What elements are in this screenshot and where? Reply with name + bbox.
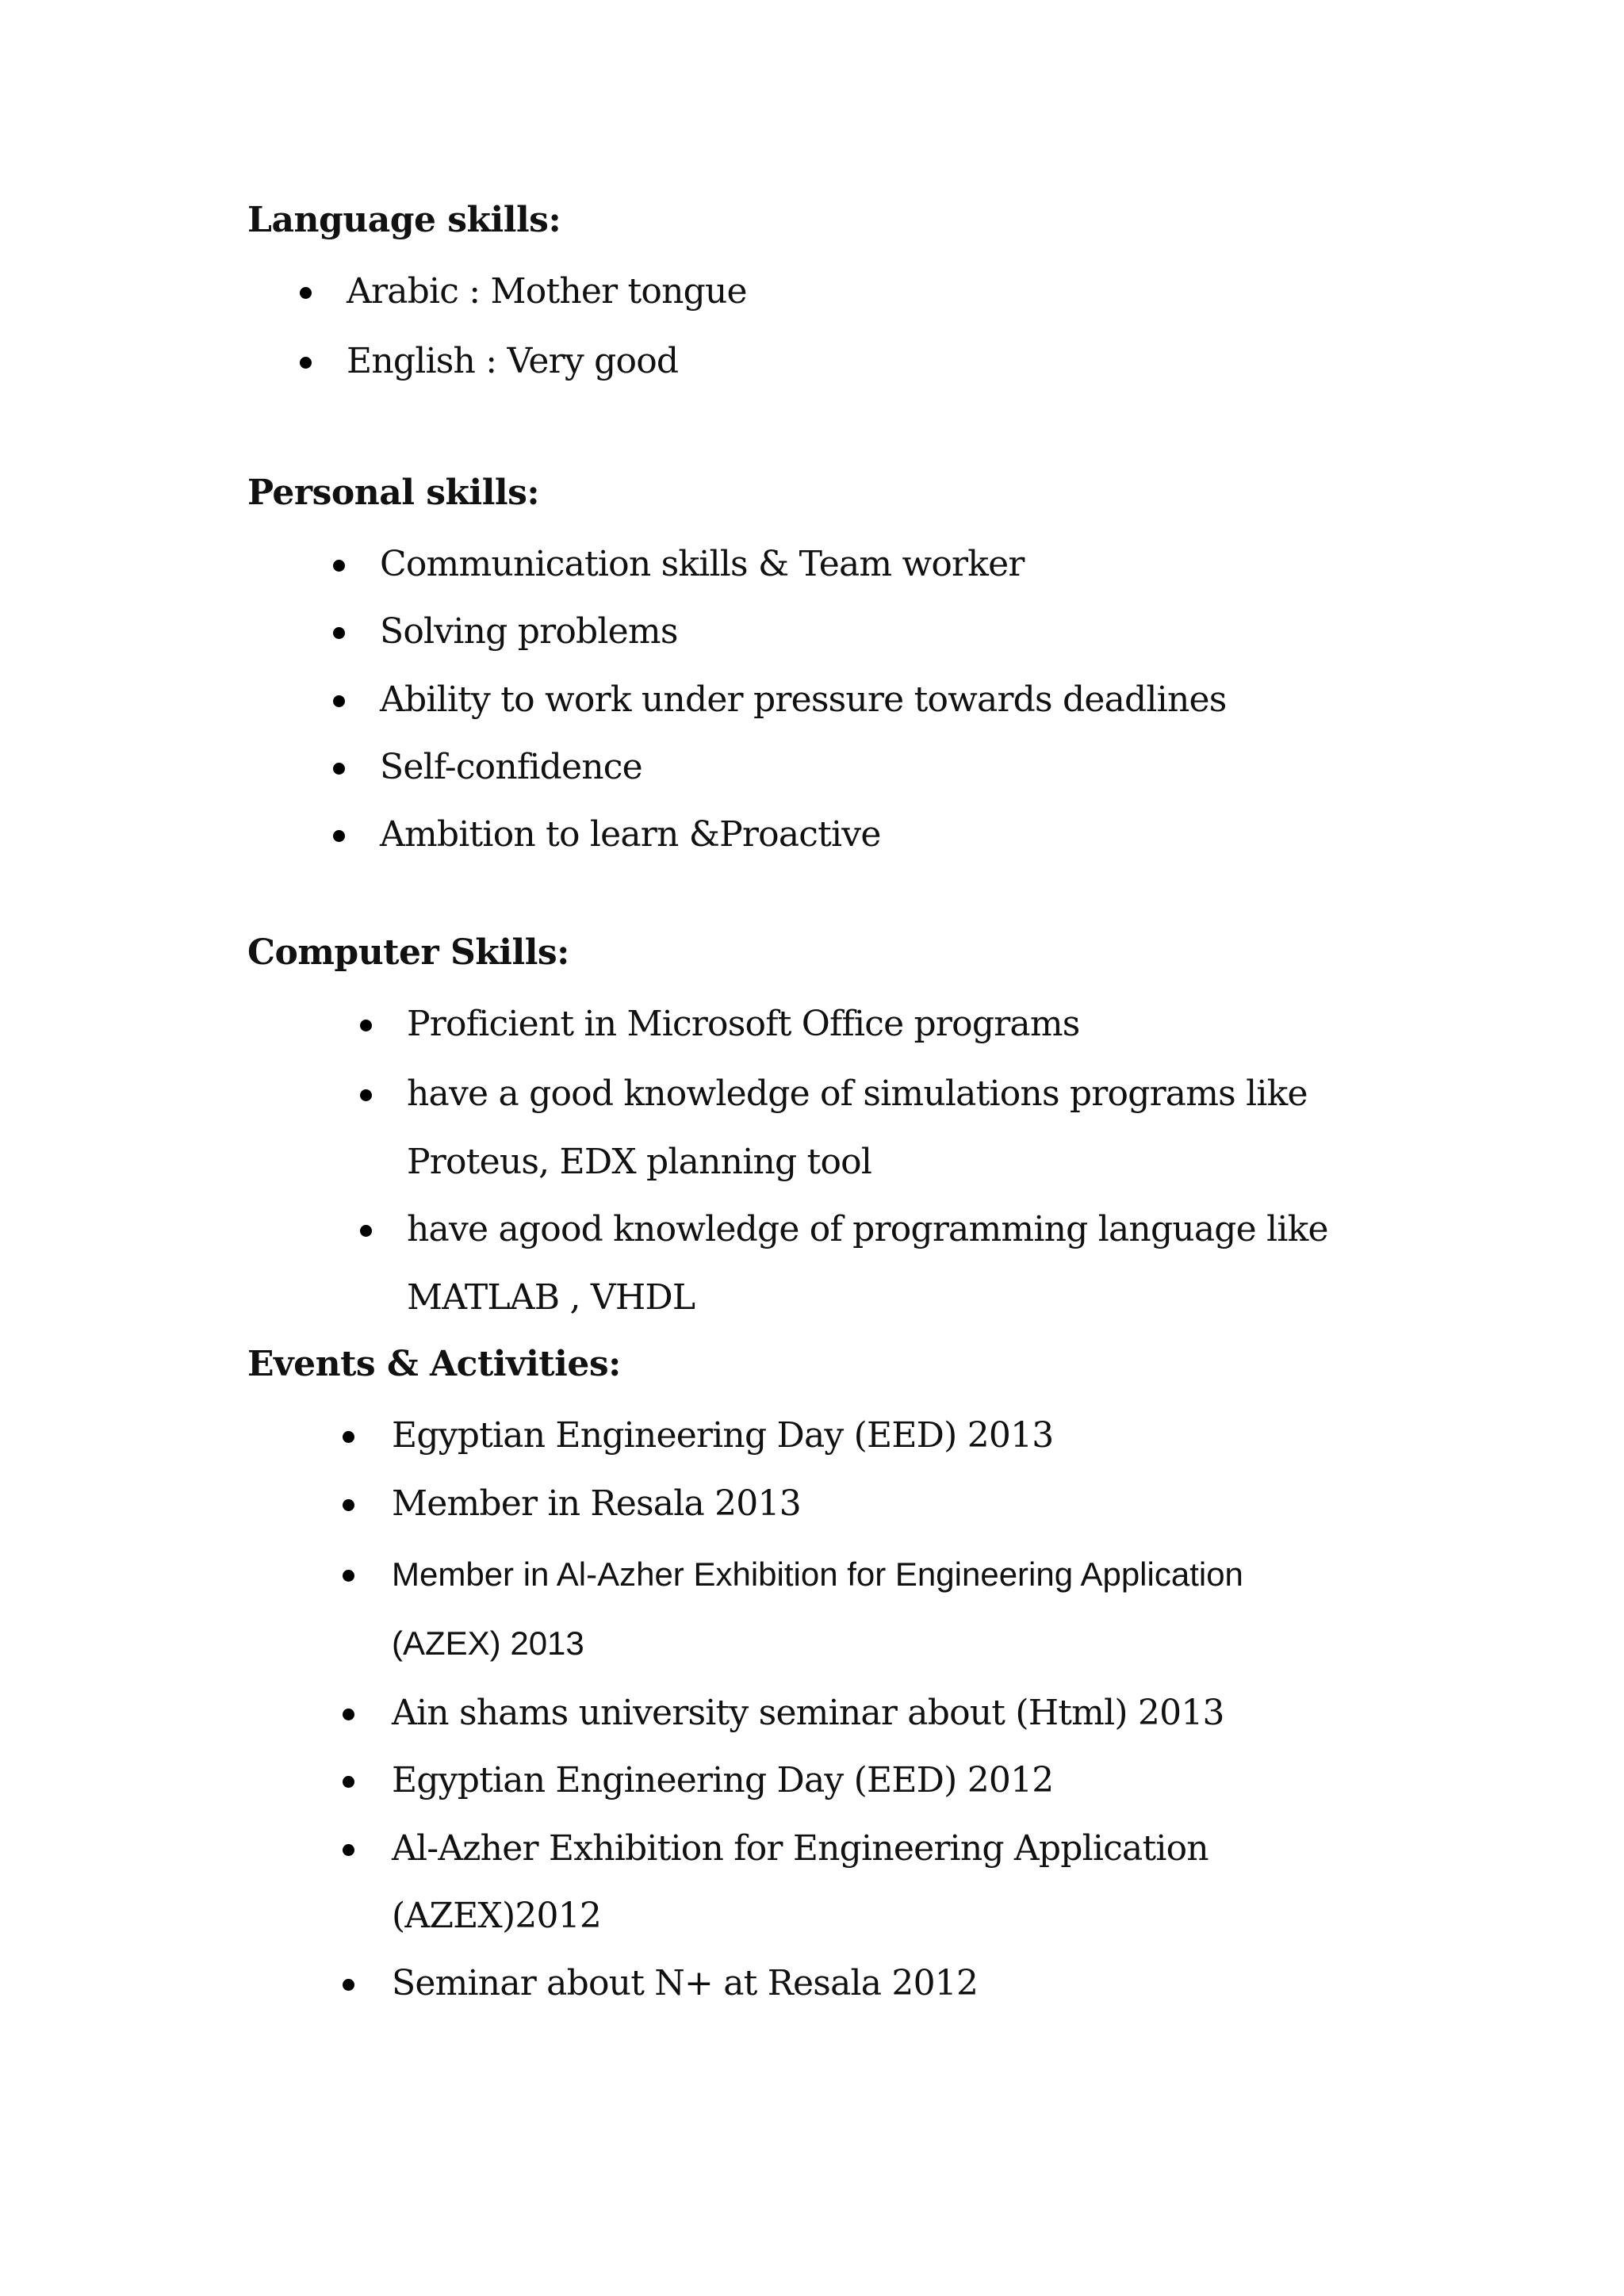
bullet-icon — [300, 287, 312, 299]
bullet-icon — [300, 357, 312, 369]
bullet-icon — [360, 1225, 372, 1237]
bullet-icon — [343, 1431, 354, 1443]
event-item-eed-2012: Egyptian Engineering Day (EED) 2012 — [392, 1760, 1054, 1800]
event-item-azex-2012: Al-Azher Exhibition for Engineering Application — [392, 1828, 1208, 1869]
event-item-resala-2013: Member in Resala 2013 — [392, 1483, 801, 1524]
bullet-icon — [343, 1570, 354, 1582]
section-heading-language-skills: Language skills: — [247, 200, 561, 240]
section-heading-personal-skills: Personal skills: — [247, 473, 540, 513]
computer-item-office: Proficient in Microsoft Office programs — [407, 1004, 1080, 1044]
bullet-icon — [360, 1089, 372, 1101]
event-item-azex-2013: Member in Al-Azher Exhibition for Engineering Application — [392, 1556, 1243, 1593]
event-item-azex-2012-continued: (AZEX)2012 — [392, 1896, 602, 1936]
language-item-arabic: Arabic : Mother tongue — [347, 271, 747, 312]
computer-item-programming-continued: MATLAB , VHDL — [407, 1277, 695, 1318]
personal-item-pressure: Ability to work under pressure towards deadlines — [380, 679, 1227, 720]
bullet-icon — [333, 830, 345, 842]
event-item-ain-shams-seminar: Ain shams university seminar about (Html) 2013 — [392, 1693, 1224, 1733]
personal-item-communication: Communication skills & Team worker — [380, 544, 1025, 584]
bullet-icon — [333, 560, 345, 572]
personal-item-self-confidence: Self-confidence — [380, 747, 642, 787]
bullet-icon — [333, 627, 345, 639]
bullet-icon — [343, 1709, 354, 1720]
computer-item-programming: have agood knowledge of programming language like — [407, 1209, 1328, 1249]
bullet-icon — [333, 695, 345, 707]
bullet-icon — [343, 1499, 354, 1511]
bullet-icon — [333, 763, 345, 775]
section-heading-events-activities: Events & Activities: — [247, 1344, 621, 1384]
personal-item-solving-problems: Solving problems — [380, 611, 678, 652]
section-heading-computer-skills: Computer Skills: — [247, 932, 569, 973]
bullet-icon — [343, 1776, 354, 1788]
personal-item-ambition: Ambition to learn &Proactive — [380, 814, 881, 855]
bullet-icon — [343, 1979, 354, 1991]
bullet-icon — [360, 1020, 372, 1031]
event-item-azex-2013-continued: (AZEX) 2013 — [392, 1624, 584, 1662]
event-item-n-plus-seminar: Seminar about N+ at Resala 2012 — [392, 1963, 979, 2003]
computer-item-simulations: have a good knowledge of simulations programs like — [407, 1073, 1308, 1114]
computer-item-simulations-continued: Proteus, EDX planning tool — [407, 1142, 872, 1182]
bullet-icon — [343, 1844, 354, 1856]
language-item-english: English : Very good — [347, 341, 679, 381]
event-item-eed-2013: Egyptian Engineering Day (EED) 2013 — [392, 1415, 1054, 1456]
